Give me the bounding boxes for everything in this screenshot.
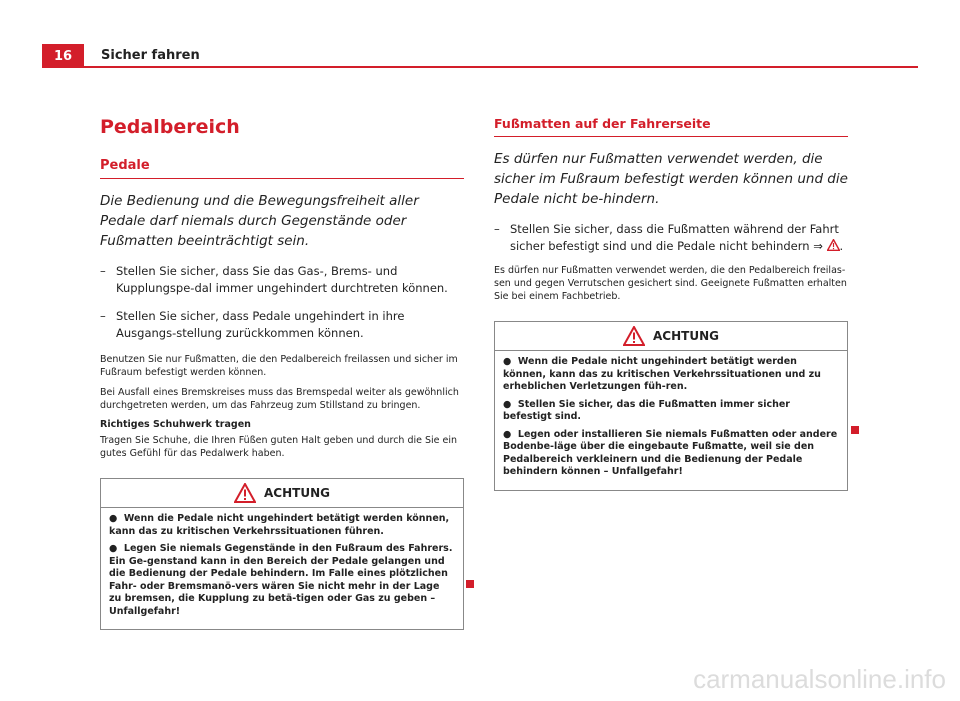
warning-triangle-icon	[827, 239, 840, 251]
step-text: Stellen Sie sicher, dass die Fußmatten während der Fahrt sicher befestigt sind und die Pedale nicht behindern ⇒ .	[510, 222, 844, 253]
subsection-title: Pedale	[100, 158, 464, 179]
warning-item: ● Wenn die Pedale nicht ungehindert betätigt werden können, kann das zu kritischen Verkehrssituationen und zu erheblichen Verletzungen füh-ren.	[503, 356, 821, 392]
warning-box	[494, 321, 848, 491]
intro-text: Es dürfen nur Fußmatten verwendet werden, die sicher im Fußraum befestigt werden können und die Pedale nicht be-hindern.	[494, 151, 848, 207]
step-text: Stellen Sie sicher, dass Pedale ungehindert in ihre Ausgangs-stellung zurückkommen können.	[116, 309, 405, 340]
step-item	[100, 308, 464, 342]
cross-reference[interactable]: ⇒ .	[813, 239, 844, 253]
warning-triangle-icon	[234, 483, 256, 503]
warning-item: ● Wenn die Pedale nicht ungehindert betätigt werden können, kann das zu kritischen Verkehrssituationen führen.	[109, 513, 450, 537]
subsection-title: Fußmatten auf der Fahrerseite	[494, 116, 848, 137]
warning-body	[495, 351, 847, 490]
chapter-title: Sicher fahren	[101, 48, 200, 63]
warning-triangle-icon	[623, 326, 645, 346]
header-rule	[84, 66, 918, 68]
warning-item: ● Legen oder installieren Sie niemals Fußmatten oder andere Bodenbe-läge über die eingebaute Fußmatte, weil sie den Pedalbereich verkleinern und die Bedienung der Pedale behindern können – Unfallgefahr!	[503, 428, 838, 477]
right-column	[494, 116, 848, 491]
body-paragraph: Bei Ausfall eines Bremskreises muss das Bremspedal weiter als gewöhnlich durchgetreten werden, um das Fahrzeug zum Stillstand zu bringen.	[100, 387, 459, 411]
shoe-heading: Richtiges Schuhwerk tragen	[100, 419, 251, 430]
step-item	[494, 221, 848, 255]
warning-item: ● Stellen Sie sicher, das die Fußmatten immer sicher befestigt sind.	[503, 398, 790, 422]
warning-item: ● Legen Sie niemals Gegenstände in den Fußraum des Fahrers. Ein Ge-genstand kann in den Bereich der Pedale gelangen und die Bedienung der Pedale behindern. Im Falle eines plötzlichen Fahr- oder Bremsmanö-vers wären Sie nicht mehr in der Lage zu bremsen, die Kupplung zu betä-tigen oder Gas zu geben – Unfallgefahr!	[109, 543, 453, 617]
page-number: 16	[42, 44, 84, 68]
warning-label: ACHTUNG	[264, 486, 330, 500]
body-paragraph: Benutzen Sie nur Fußmatten, die den Pedalbereich freilassen und sicher im Fußraum befestigt werden können.	[100, 354, 458, 378]
step-dash: –	[494, 222, 500, 236]
end-marker	[466, 580, 474, 588]
step-text: Stellen Sie sicher, dass Sie das Gas-, Brems- und Kupplungspe-dal immer ungehindert durchtreten können.	[116, 264, 448, 295]
step-dash: –	[100, 309, 106, 323]
body-paragraph: Es dürfen nur Fußmatten verwendet werden, die den Pedalbereich freilas-sen und gegen Verrutschen gesichert sind. Geeignete Fußmatten erhalten Sie bei einem Fachbetrieb.	[494, 265, 847, 302]
left-column	[100, 116, 464, 630]
warning-body	[101, 508, 463, 629]
intro-text: Die Bedienung und die Bewegungsfreiheit aller Pedale darf niemals durch Gegenstände oder Fußmatten beeinträchtigt sein.	[100, 193, 419, 249]
step-item	[100, 263, 464, 297]
warning-box	[100, 478, 464, 630]
end-marker	[851, 426, 859, 434]
body-paragraph: Tragen Sie Schuhe, die Ihren Füßen guten Halt geben und durch die Sie ein gutes Gefühl für das Pedalwerk haben.	[100, 435, 458, 459]
warning-header	[495, 322, 847, 351]
watermark: carmanualsonline.info	[693, 664, 946, 694]
section-title: Pedalbereich	[100, 116, 240, 138]
warning-header	[101, 479, 463, 508]
step-dash: –	[100, 264, 106, 278]
warning-label: ACHTUNG	[653, 329, 719, 343]
